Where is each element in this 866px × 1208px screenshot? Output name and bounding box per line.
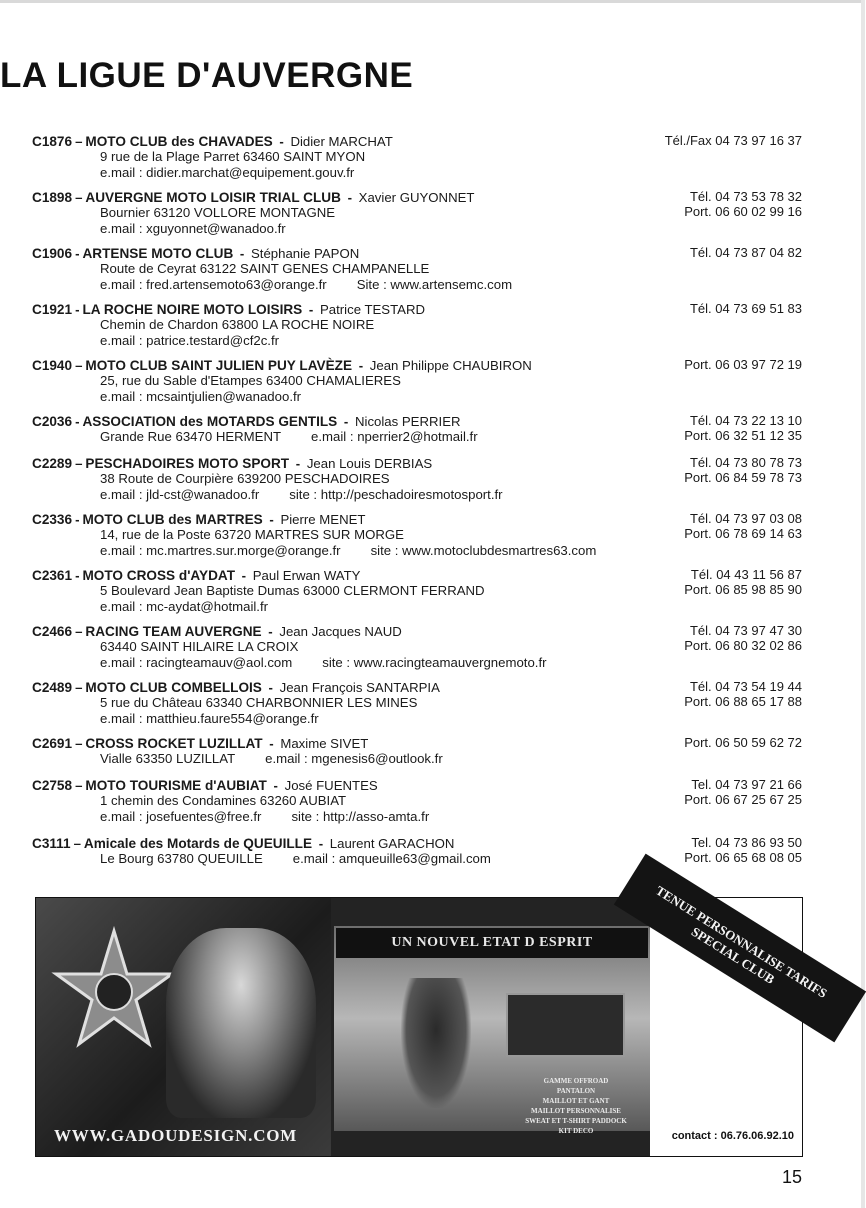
club-code: C1921 <box>32 302 73 317</box>
club-contact-text: site : www.racingteamauvergnemoto.fr <box>322 654 547 670</box>
club-president: Didier MARCHAT <box>290 134 393 149</box>
club-president: Laurent GARACHON <box>329 836 455 851</box>
club-contact-text: e.mail : patrice.testard@cf2c.fr <box>100 332 280 348</box>
separator: – <box>75 358 83 373</box>
club-entry: C2758 – MOTO TOURISME d'AUBIAT - José FUENTES 1 chemin des Condamines 63260 AUBIAT e.mail : josefuentes@free.fr site : http://asso-amta.fr Tel. 04 73 97 21 66 Port. 06 67 25 67 25 <box>32 777 802 824</box>
page-right-edge <box>861 0 865 1208</box>
club-phone: Port. 06 67 25 67 25 <box>684 791 802 807</box>
club-phone: Port. 06 32 51 12 35 <box>684 427 802 443</box>
club-address-line <box>100 751 802 766</box>
club-phones <box>665 134 802 149</box>
separator: - <box>75 568 80 583</box>
club-name: ASSOCIATION des MOTARDS GENTILS <box>82 414 338 429</box>
club-entry: C2691 – CROSS ROCKET LUZILLAT - Maxime SIVET Vialle 63350 LUZILLAT e.mail : mgenesis6@outlook.fr Port. 06 50 59 62 72 <box>32 735 802 767</box>
club-phones <box>684 836 802 865</box>
club-contact-text: e.mail : fred.artensemoto63@orange.fr <box>100 276 327 292</box>
club-president: Xavier GUYONNET <box>358 190 475 205</box>
club-name: MOTO CLUB SAINT JULIEN PUY LAVÈZE <box>85 358 353 373</box>
club-name: LA ROCHE NOIRE MOTO LOISIRS <box>82 302 303 317</box>
club-contact-text: e.mail : didier.marchat@equipement.gouv.fr <box>100 164 355 180</box>
club-address-text: Grande Rue 63470 HERMENT <box>100 429 282 445</box>
ad-product-photo <box>506 993 625 1057</box>
separator: – <box>75 680 83 695</box>
separator: – <box>75 624 83 639</box>
club-contact-text: e.mail : amqueuille63@gmail.com <box>292 851 491 867</box>
club-contact-text: e.mail : mc.martres.sur.morge@orange.fr <box>100 542 341 558</box>
club-address-text: 5 Boulevard Jean Baptiste Dumas 63000 CLERMONT FERRAND <box>100 583 485 599</box>
club-entry: C3111 – Amicale des Motards de QUEUILLE - Laurent GARACHON Le Bourg 63780 QUEUILLE e.mail : amqueuille63@gmail.com Tel. 04 73 86 93 50 Port. 06 65 68 08 05 <box>32 835 802 867</box>
club-phone: Tél./Fax 04 73 97 16 37 <box>664 133 802 148</box>
club-phones <box>684 414 802 443</box>
club-entry: C2289 – PESCHADOIRES MOTO SPORT - Jean Louis DERBIAS 38 Route de Courpière 639200 PESCHADOIRES e.mail : jld-cst@wanadoo.fr site : http://peschadoiresmotosport.fr Tél. 04 73 80 78 73 Port. 06 84 59 78 73 <box>32 455 802 502</box>
club-code: C1940 <box>32 358 73 373</box>
club-address-text: Le Bourg 63780 QUEUILLE <box>100 851 263 867</box>
club-phone: Tél. 04 73 97 47 30 <box>689 623 802 638</box>
club-phone: Tél. 04 73 87 04 82 <box>689 245 802 260</box>
club-president: Pierre MENET <box>280 512 366 527</box>
club-president: Stéphanie PAPON <box>251 246 360 261</box>
club-contact-text: site : http://peschadoiresmotosport.fr <box>289 486 503 502</box>
club-contact-text: e.mail : racingteamauv@aol.com <box>100 654 293 670</box>
club-contact-text: site : www.motoclubdesmartres63.com <box>370 542 597 558</box>
separator: - <box>75 302 80 317</box>
ad-product-list <box>506 1076 646 1136</box>
ad-diagonal-text: TENUE PERSONNALISE TARIFS SPECIAL CLUB <box>653 882 830 1001</box>
separator: - <box>75 512 80 527</box>
separator: - <box>75 414 80 429</box>
club-address-line <box>100 543 802 558</box>
club-code: C1906 <box>32 246 73 261</box>
club-address-line <box>100 261 802 276</box>
club-address-text: Route de Ceyrat 63122 SAINT GENES CHAMPANELLE <box>100 261 430 277</box>
club-phone: Tél. 04 73 97 03 08 <box>689 511 802 526</box>
club-address-line <box>100 809 802 824</box>
club-entry: C2466 – RACING TEAM AUVERGNE - Jean Jacques NAUD 63440 SAINT HILAIRE LA CROIX e.mail : racingteamauv@aol.com site : www.racingteamauvergnemoto.fr Tél. 04 73 97 47 30 Port. 06 80 32 02 86 <box>32 623 802 670</box>
club-address-text: 25, rue du Sable d'Etampes 63400 CHAMALIERES <box>100 373 401 389</box>
club-address-line <box>100 373 802 388</box>
club-name: RACING TEAM AUVERGNE <box>85 624 262 639</box>
club-contact-text: e.mail : jld-cst@wanadoo.fr <box>100 486 260 502</box>
separator: - <box>75 246 80 261</box>
club-phones <box>684 358 802 373</box>
club-address-text: Vialle 63350 LUZILLAT <box>100 751 236 767</box>
club-address-line <box>100 221 802 236</box>
club-contact-text: e.mail : mcsaintjulien@wanadoo.fr <box>100 388 302 404</box>
club-code: C1898 <box>32 190 73 205</box>
club-address-text: Chemin de Chardon 63800 LA ROCHE NOIRE <box>100 317 375 333</box>
club-phone: Tel. 04 73 86 93 50 <box>691 835 802 850</box>
club-phone: Tél. 04 73 22 13 10 <box>689 413 802 428</box>
club-address-line <box>100 655 802 670</box>
separator: – <box>75 456 83 471</box>
club-entry: C1906 - ARTENSE MOTO CLUB - Stéphanie PAPON Route de Ceyrat 63122 SAINT GENES CHAMPANELLE e.mail : fred.artensemoto63@orange.fr Site : www.artensemc.com Tél. 04 73 87 04 82 <box>32 245 802 292</box>
club-address-text: 38 Route de Courpière 639200 PESCHADOIRES <box>100 471 390 487</box>
club-code: C2758 <box>32 778 73 793</box>
club-phones <box>684 736 802 751</box>
club-address-text: 63440 SAINT HILAIRE LA CROIX <box>100 639 299 655</box>
club-contact-text: e.mail : xguyonnet@wanadoo.fr <box>100 220 286 236</box>
advertisement <box>35 882 830 1157</box>
ad-product-item: PANTALON <box>556 1087 596 1095</box>
club-president: Maxime SIVET <box>280 736 369 751</box>
ad-product-item: MAILLOT PERSONNALISE <box>531 1107 621 1115</box>
club-phone: Port. 06 85 98 85 90 <box>684 581 802 597</box>
club-address-line <box>100 487 802 502</box>
club-phone: Port. 06 78 69 14 63 <box>684 525 802 541</box>
club-code: C2489 <box>32 680 73 695</box>
club-name: AUVERGNE MOTO LOISIR TRIAL CLUB <box>85 190 341 205</box>
club-phone: Port. 06 03 97 72 19 <box>684 357 802 372</box>
club-president: Jean François SANTARPIA <box>279 680 440 695</box>
club-contact-text: e.mail : matthieu.faure554@orange.fr <box>100 710 319 726</box>
club-address-text: Bournier 63120 VOLLORE MONTAGNE <box>100 205 336 221</box>
ad-banner: UN NOUVEL ETAT D ESPRIT <box>336 928 648 958</box>
club-phone: Port. 06 88 65 17 88 <box>684 693 802 709</box>
club-address-text: 14, rue de la Poste 63720 MARTRES SUR MORGE <box>100 527 404 543</box>
club-entry: C1876 – MOTO CLUB des CHAVADES - Didier MARCHAT 9 rue de la Plage Parret 63460 SAINT MYON e.mail : didier.marchat@equipement.gouv.fr Tél./Fax 04 73 97 16 37 <box>32 133 802 180</box>
club-code: C2036 <box>32 414 73 429</box>
club-address-text: 9 rue de la Plage Parret 63460 SAINT MYON <box>100 149 366 165</box>
club-phone: Port. 06 65 68 08 05 <box>684 849 802 865</box>
club-code: C2336 <box>32 512 73 527</box>
club-president: Jean Philippe CHAUBIRON <box>369 358 532 373</box>
club-entry: C1921 - LA ROCHE NOIRE MOTO LOISIRS - Patrice TESTARD Chemin de Chardon 63800 LA ROCHE NOIRE e.mail : patrice.testard@cf2c.fr Tél. 04 73 69 51 83 <box>32 301 802 348</box>
club-entry: C2489 – MOTO CLUB COMBELLOIS - Jean François SANTARPIA 5 rue du Château 63340 CHARBONNIER LES MINES e.mail : matthieu.faure554@orange.fr Tél. 04 73 54 19 44 Port. 06 88 65 17 88 <box>32 679 802 726</box>
club-president: Patrice TESTARD <box>319 302 426 317</box>
club-code: C2691 <box>32 736 73 751</box>
club-phone: Port. 06 84 59 78 73 <box>684 469 802 485</box>
club-address-text: 1 chemin des Condamines 63260 AUBIAT <box>100 793 347 809</box>
separator: – <box>75 736 83 751</box>
club-code: C2361 <box>32 568 73 583</box>
club-phones <box>684 624 802 653</box>
club-entry: C1898 – AUVERGNE MOTO LOISIR TRIAL CLUB - Xavier GUYONNET Bournier 63120 VOLLORE MONTAGNE e.mail : xguyonnet@wanadoo.fr Tél. 04 73 53 78 32 Port. 06 60 02 99 16 <box>32 189 802 236</box>
page-number: 15 <box>782 1167 803 1187</box>
separator: – <box>75 190 83 205</box>
ad-product-item: SWEAT ET T-SHIRT PADDOCK <box>525 1117 627 1125</box>
club-president: Paul Erwan WATY <box>252 568 361 583</box>
club-address-line <box>100 333 802 348</box>
club-phones <box>684 568 802 597</box>
ad-contact: contact : 06.76.06.92.10 <box>671 1130 794 1142</box>
ad-rider-photo <box>401 978 471 1108</box>
club-name: MOTO TOURISME d'AUBIAT <box>85 778 267 793</box>
club-code: C2466 <box>32 624 73 639</box>
club-president: Jean Jacques NAUD <box>279 624 402 639</box>
club-phone: Tél. 04 73 54 19 44 <box>689 679 802 694</box>
club-phone: Tél. 04 73 69 51 83 <box>689 301 802 316</box>
separator: – <box>75 134 83 149</box>
club-entry: C2361 - MOTO CROSS d'AYDAT - Paul Erwan WATY 5 Boulevard Jean Baptiste Dumas 63000 CLERMONT FERRAND e.mail : mc-aydat@hotmail.fr Tél. 04 43 11 56 87 Port. 06 85 98 85 90 <box>32 567 802 614</box>
ad-product-item: GAMME OFFROAD <box>543 1077 609 1085</box>
club-address-text: 5 rue du Château 63340 CHARBONNIER LES MINES <box>100 695 418 711</box>
club-name: MOTO CLUB des MARTRES <box>82 512 263 527</box>
club-address-line <box>100 277 802 292</box>
club-name: Amicale des Motards de QUEUILLE <box>83 836 313 851</box>
ad-product-item: MAILLOT ET GANT <box>542 1097 610 1105</box>
club-address-line <box>100 599 802 614</box>
club-president: Nicolas PERRIER <box>354 414 461 429</box>
ad-website: WWW.GADOUDESIGN.COM <box>54 1126 298 1145</box>
club-phones <box>684 456 802 485</box>
club-phones <box>684 680 802 709</box>
club-phone: Port. 06 80 32 02 86 <box>684 637 802 653</box>
club-phones <box>690 302 802 317</box>
club-code: C3111 <box>32 836 71 851</box>
club-phone: Tél. 04 73 53 78 32 <box>689 189 802 204</box>
club-entry: C2336 - MOTO CLUB des MARTRES - Pierre MENET 14, rue de la Poste 63720 MARTRES SUR MORGE e.mail : mc.martres.sur.morge@orange.fr site : www.motoclubdesmartres63.com Tél. 04 73 97 03 08 Port. 06 78 69 14 63 <box>32 511 802 558</box>
club-entry: C1940 – MOTO CLUB SAINT JULIEN PUY LAVÈZE - Jean Philippe CHAUBIRON 25, rue du Sable d'Etampes 63400 CHAMALIERES e.mail : mcsaintjulien@wanadoo.fr Port. 06 03 97 72 19 <box>32 357 802 404</box>
club-phones <box>684 190 802 219</box>
ad-model-photo <box>166 928 316 1118</box>
page-top-edge <box>0 0 865 3</box>
page-title: LA LIGUE D'AUVERGNE <box>0 56 414 95</box>
separator: – <box>73 836 81 851</box>
club-president: José FUENTES <box>284 778 378 793</box>
ad-right-panel <box>650 882 830 1156</box>
club-phone: Port. 06 60 02 99 16 <box>684 203 802 219</box>
club-contact-text: e.mail : mc-aydat@hotmail.fr <box>100 598 269 614</box>
separator: – <box>75 778 83 793</box>
club-contact-text: Site : www.artensemc.com <box>356 276 513 292</box>
club-code: C1876 <box>32 134 73 149</box>
club-phones <box>684 512 802 541</box>
club-address-line <box>100 317 802 332</box>
club-phone: Port. 06 50 59 62 72 <box>684 735 802 750</box>
ad-product-item: KIT DECO <box>558 1127 594 1135</box>
club-address-line <box>100 389 802 404</box>
club-entry: C2036 - ASSOCIATION des MOTARDS GENTILS - Nicolas PERRIER Grande Rue 63470 HERMENT e.mail : nperrier2@hotmail.fr Tél. 04 73 22 13 10 Port. 06 32 51 12 35 <box>32 413 802 445</box>
club-name: MOTO CROSS d'AYDAT <box>82 568 235 583</box>
club-name: CROSS ROCKET LUZILLAT <box>85 736 263 751</box>
club-contact-text: e.mail : nperrier2@hotmail.fr <box>311 429 478 445</box>
club-contact-text: e.mail : josefuentes@free.fr <box>100 808 262 824</box>
club-contact-text: e.mail : mgenesis6@outlook.fr <box>265 751 443 767</box>
club-phone: Tél. 04 43 11 56 87 <box>690 567 802 582</box>
star-logo-icon <box>54 926 174 1056</box>
club-name: MOTO CLUB COMBELLOIS <box>85 680 262 695</box>
club-contact-text: site : http://asso-amta.fr <box>291 808 430 824</box>
club-phone: Tel. 04 73 97 21 66 <box>691 777 802 792</box>
club-address-line <box>100 711 802 726</box>
club-phones <box>684 778 802 807</box>
club-name: PESCHADOIRES MOTO SPORT <box>85 456 290 471</box>
club-president: Jean Louis DERBIAS <box>306 456 433 471</box>
club-name: ARTENSE MOTO CLUB <box>82 246 234 261</box>
club-phone: Tél. 04 73 80 78 73 <box>689 455 802 470</box>
club-address-line <box>100 165 802 180</box>
club-phones <box>690 246 802 261</box>
club-name: MOTO CLUB des CHAVADES <box>85 134 273 149</box>
club-address-line <box>100 149 802 164</box>
club-code: C2289 <box>32 456 73 471</box>
